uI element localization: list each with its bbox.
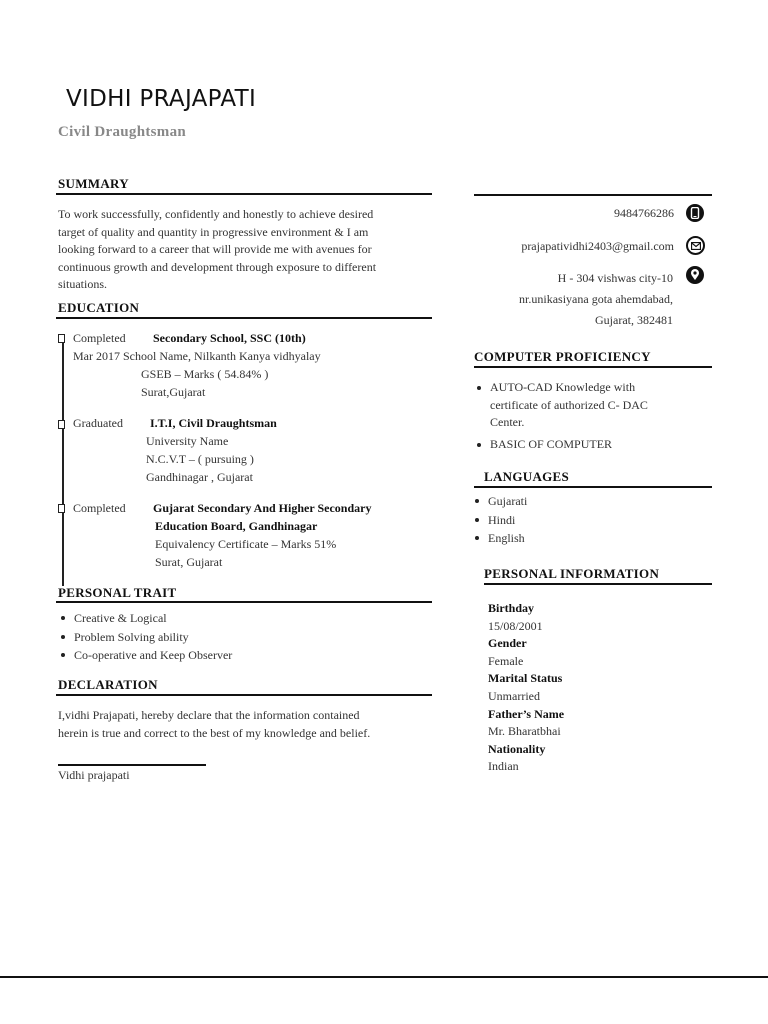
field-label: Father’s Name <box>488 706 565 721</box>
edu-line: GSEB – Marks ( 54.84% ) <box>141 367 269 381</box>
computer-title: COMPUTER PROFICIENCY <box>474 349 651 364</box>
email-icon <box>686 236 705 255</box>
page-bottom-rule <box>0 976 768 978</box>
education-timeline <box>62 338 64 586</box>
phone-number: 9484766286 <box>614 206 674 220</box>
list-item: AUTO-CAD Knowledge with certificate of authorized C- DAC Center. <box>474 379 648 432</box>
list-item: BASIC OF COMPUTER <box>474 436 648 454</box>
summary-rule <box>56 193 432 195</box>
field-label: Nationality <box>488 741 546 756</box>
education-rule <box>56 317 432 319</box>
languages-rule <box>474 486 712 488</box>
list-item: Co-operative and Keep Observer <box>58 646 232 665</box>
contact-rule <box>474 194 712 196</box>
summary-text: To work successfully, confidently and honestly to achieve desired target of quality and quantity in progressive environment & I am looking forward to a career that will provide me with avenues for continuous growth and development through exposure to different situations. <box>58 207 377 291</box>
declaration-rule <box>56 694 432 696</box>
list-item: Gujarati <box>472 492 527 511</box>
personal-info-title: PERSONAL INFORMATION <box>484 566 660 581</box>
declaration-text: I,vidhi Prajapati, hereby declare that the information contained herein is true and correct to the best of my knowledge and belief. <box>58 708 371 740</box>
email-address: prajapatividhi2403@gmail.com <box>521 239 674 253</box>
list-item: Hindi <box>472 511 527 530</box>
phone-icon <box>686 204 704 222</box>
signature-line <box>58 764 206 766</box>
edu-degree: I.T.I, Civil Draughtsman <box>150 416 277 430</box>
field-value: Mr. Bharatbhai <box>488 724 561 739</box>
resume-role: Civil Draughtsman <box>58 124 187 140</box>
languages-list <box>472 492 527 548</box>
personal-trait-list <box>58 609 232 665</box>
computer-list <box>474 379 648 453</box>
edu-line: Surat,Gujarat <box>141 385 206 399</box>
field-value: Female <box>488 653 524 668</box>
education-title: EDUCATION <box>58 300 140 315</box>
declaration-title: DECLARATION <box>58 677 158 692</box>
edu-status: Completed <box>73 501 126 515</box>
edu-line: Mar 2017 School Name, Nilkanth Kanya vidhyalay <box>73 349 321 363</box>
edu-line: Surat, Gujarat <box>155 555 223 569</box>
field-label: Gender <box>488 636 527 651</box>
edu-degree-cont: Education Board, Gandhinagar <box>155 519 318 533</box>
timeline-marker <box>58 334 65 343</box>
edu-status: Graduated <box>73 416 123 430</box>
personal-info-rule <box>484 583 712 585</box>
resume-name: VIDHI PRAJAPATI <box>66 86 257 112</box>
field-label: Birthday <box>488 601 535 615</box>
address: H - 304 vishwas city-10 nr.unikasiyana gota ahemdabad, Gujarat, 382481 <box>519 271 673 327</box>
languages-title: LANGUAGES <box>484 469 570 484</box>
edu-line: Equivalency Certificate – Marks 51% <box>155 537 337 551</box>
list-item: Creative & Logical <box>58 609 232 628</box>
field-value: 15/08/2001 <box>488 618 543 633</box>
edu-line: Gandhinagar , Gujarat <box>146 470 253 484</box>
timeline-marker <box>58 504 65 513</box>
field-label: Marital Status <box>488 671 563 686</box>
signature-name: Vidhi prajapati <box>58 768 130 782</box>
personal-trait-rule <box>56 601 432 603</box>
field-value: Unmarried <box>488 688 540 703</box>
computer-rule <box>474 366 712 368</box>
personal-info-fields <box>488 600 564 776</box>
edu-line: N.C.V.T – ( pursuing ) <box>146 452 254 466</box>
timeline-marker <box>58 420 65 429</box>
list-item: Problem Solving ability <box>58 628 232 647</box>
edu-line: University Name <box>146 434 229 448</box>
summary-title: SUMMARY <box>58 176 129 191</box>
location-icon <box>686 266 704 284</box>
edu-status: Completed <box>73 331 126 345</box>
personal-trait-title: PERSONAL TRAIT <box>58 585 177 600</box>
edu-degree: Secondary School, SSC (10th) <box>153 331 306 345</box>
field-value: Indian <box>488 759 519 774</box>
list-item: English <box>472 529 527 548</box>
edu-degree: Gujarat Secondary And Higher Secondary <box>153 501 372 515</box>
